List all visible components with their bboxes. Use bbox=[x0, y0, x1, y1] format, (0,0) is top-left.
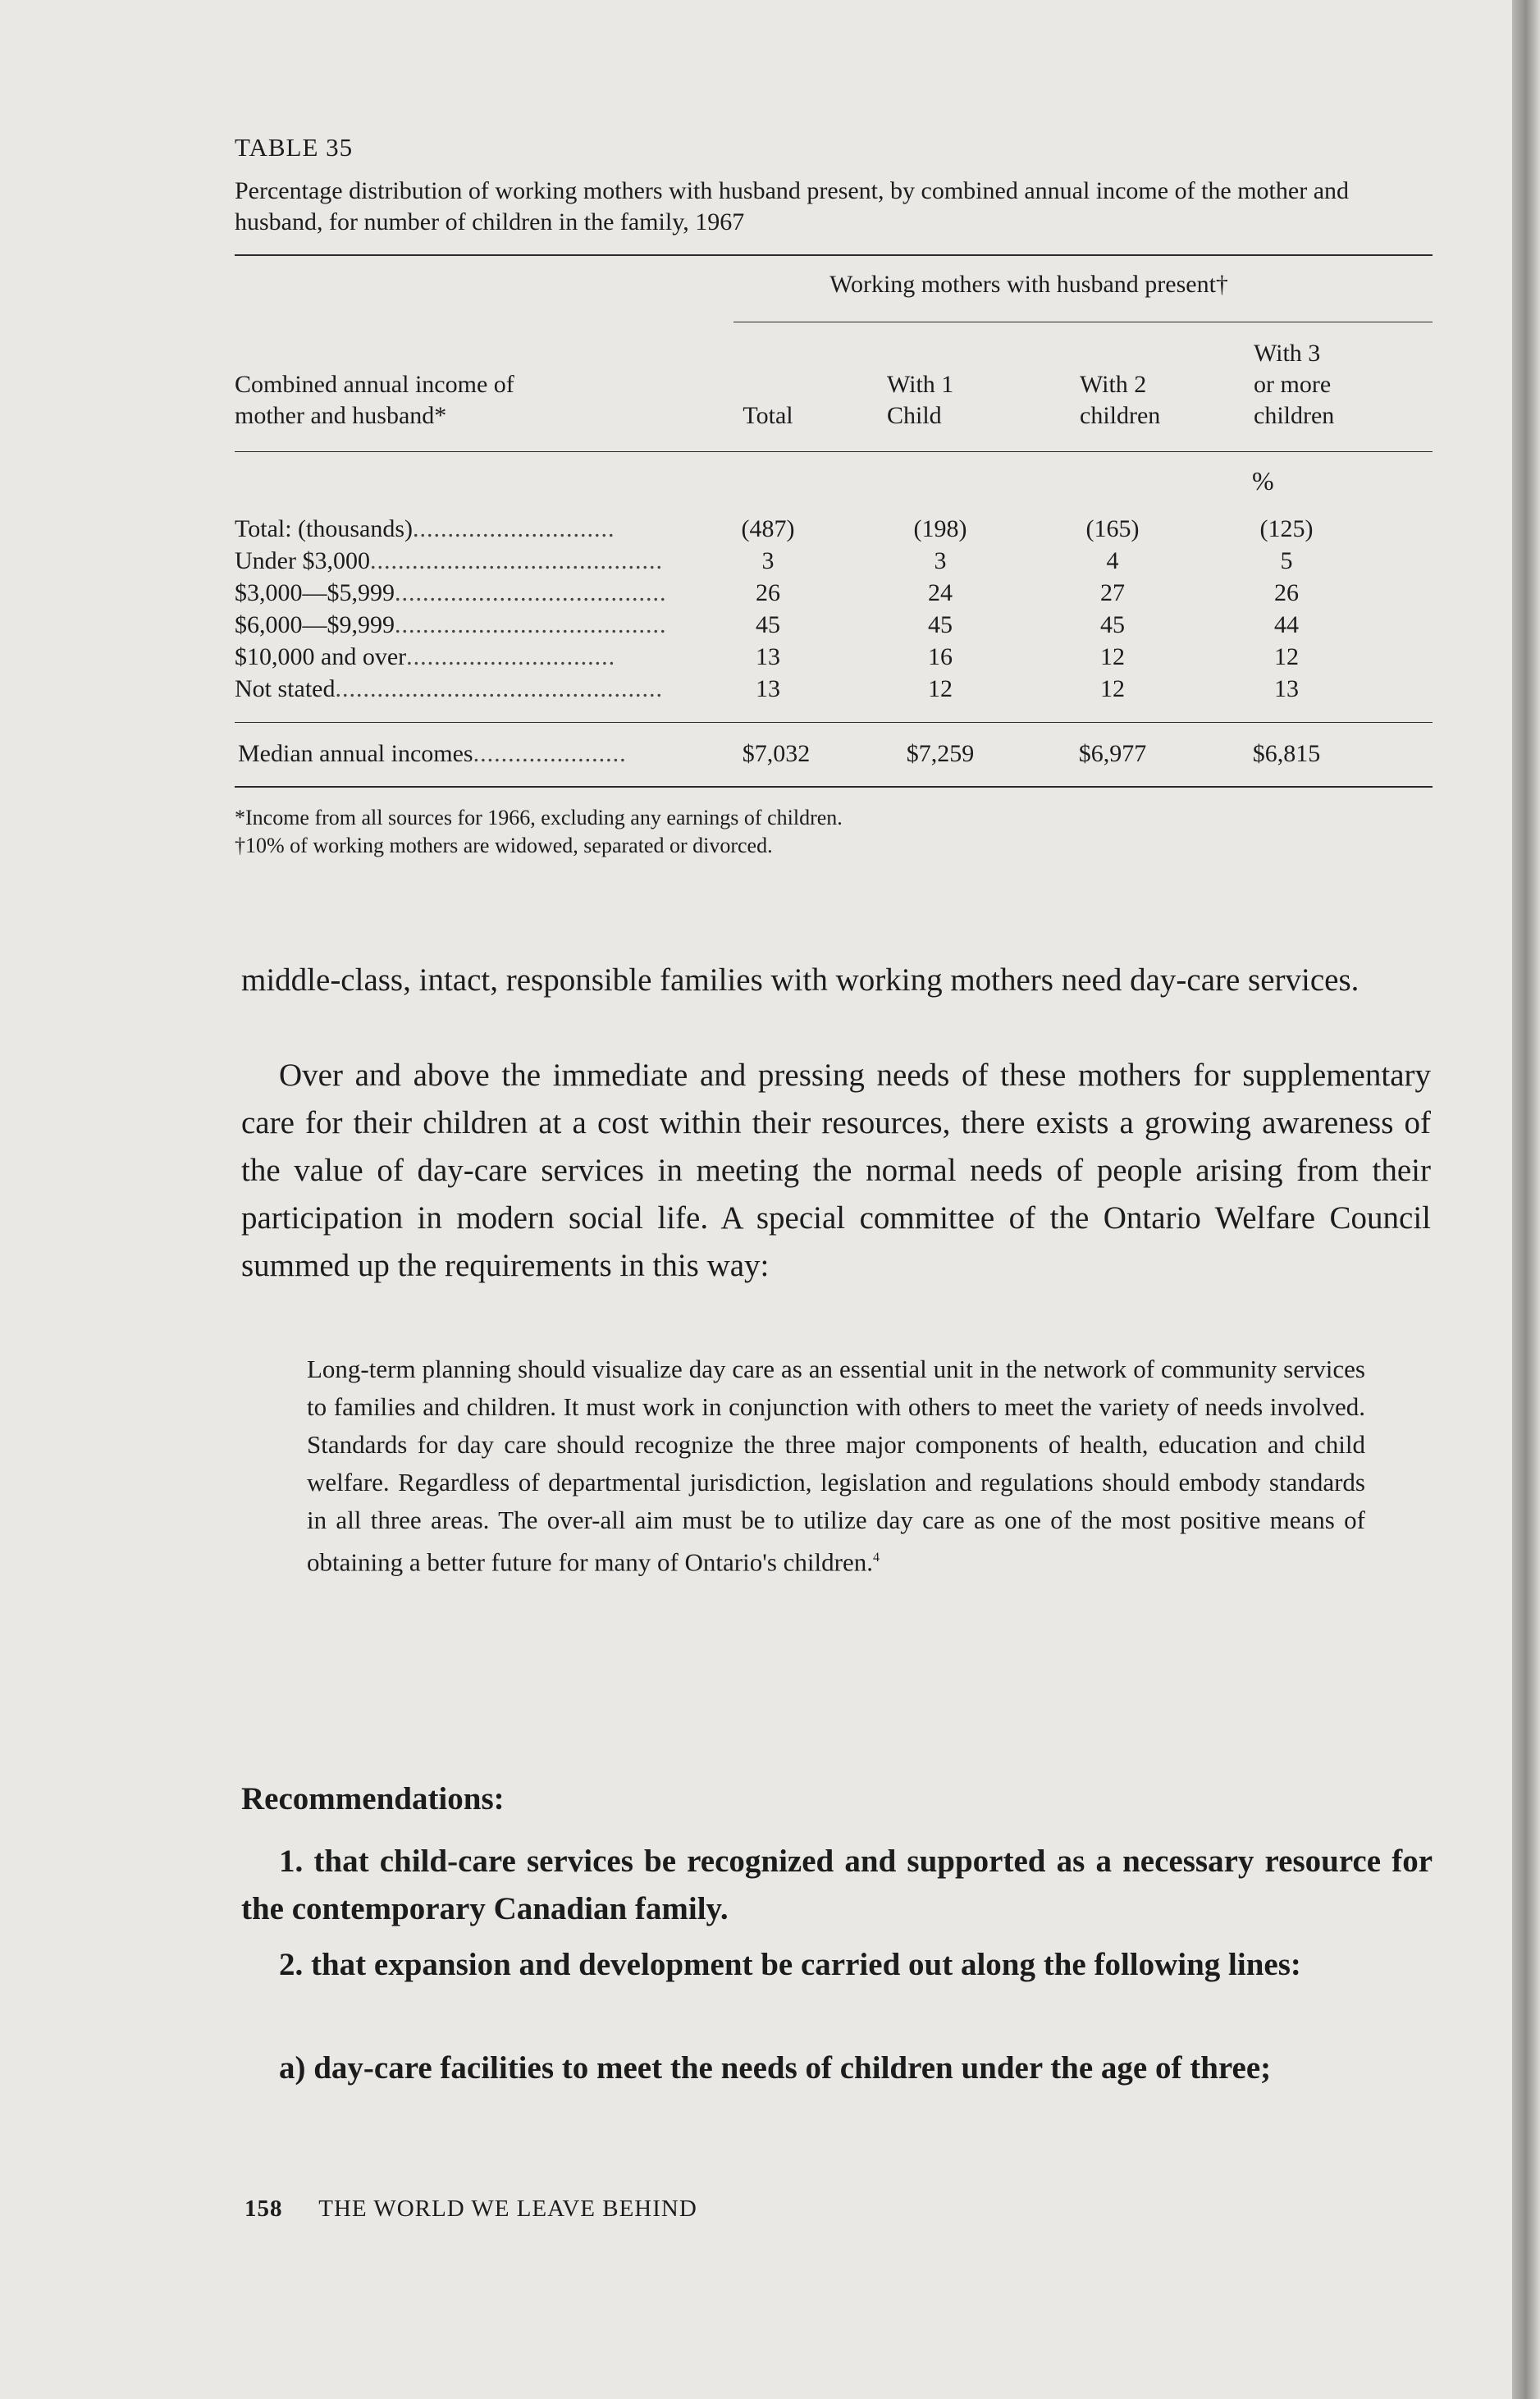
table-label: TABLE 35 bbox=[235, 133, 354, 162]
table-cell: 13 bbox=[756, 643, 780, 670]
table-cell: 5 bbox=[1280, 547, 1293, 574]
table-cell: 45 bbox=[756, 611, 780, 638]
block-quote: Long-term planning should visualize day care as an essential unit in the network of community services to families and children. It must work in conjunction with others to meet the variety of needs involved. Standards for day care should recognize the three major components of health, education and child welfare. Regardless of departmental jurisdiction, legislation and regulations should embody standards in all three areas. The over-all aim must be to utilize day care as one of the most positive means of obtaining a better future for many of Ontario's children.$^4$ bbox=[307, 1355, 1365, 1577]
table-bottom-rule bbox=[235, 786, 1433, 788]
table-footnote: †10% of working mothers are widowed, separated or divorced. bbox=[235, 834, 773, 857]
page-footer bbox=[244, 2196, 697, 2223]
body-paragraph: Over and above the immediate and pressing needs of these mothers for supplementary care for their children at a cost within their resources, there exists a growing awareness of the value of day-care services in meeting the normal needs of people arising from their participation in modern social life. A special committee of the Ontario Welfare Council summed up the requirements in this way: bbox=[241, 1058, 1431, 1283]
table-footnote: *Income from all sources for 1966, excluding any earnings of children. bbox=[235, 806, 843, 829]
table-cell: (487) bbox=[741, 515, 795, 542]
table-cell: 45 bbox=[928, 611, 953, 638]
table-cell: 26 bbox=[1274, 579, 1299, 606]
table-top-rule bbox=[235, 254, 1433, 256]
table-cell: 12 bbox=[1100, 675, 1125, 702]
recommendation-item: a) day-care facilities to meet the needs of children under the age of three; bbox=[279, 2050, 1272, 2086]
table-cell: $6,815 bbox=[1252, 740, 1321, 767]
table-cell: (165) bbox=[1085, 515, 1140, 542]
table-cell: 12 bbox=[1100, 643, 1125, 670]
column-head-with-2: With 2 children bbox=[1080, 371, 1161, 429]
column-head-with-1: With 1 Child bbox=[887, 371, 954, 429]
table-cell: 12 bbox=[1274, 643, 1299, 670]
table-cell: 44 bbox=[1274, 611, 1299, 638]
table-cell: 12 bbox=[928, 675, 953, 702]
column-head-total: Total bbox=[743, 402, 793, 429]
running-title: THE WORLD WE LEAVE BEHIND bbox=[318, 2196, 697, 2222]
row-label: $3,000—$5,999 bbox=[235, 579, 395, 606]
table-caption: Percentage distribution of working mothers with husband present, by combined annual income of the mother and husband, for number of children in the family, 1967 bbox=[235, 177, 1350, 235]
table-cell: $7,032 bbox=[742, 740, 811, 767]
column-head-with-3-or-more: With 3 or more children bbox=[1254, 340, 1335, 429]
row-label: Median annual incomes bbox=[238, 740, 473, 767]
recommendation-item: 2. that expansion and development be carried out along the following lines: bbox=[279, 1947, 1301, 1982]
table-cell: $7,259 bbox=[906, 740, 975, 767]
body-paragraph: middle-class, intact, responsible families with working mothers need day-care services. bbox=[241, 962, 1359, 998]
row-label: $6,000—$9,999 bbox=[235, 611, 395, 638]
table-cell: (198) bbox=[913, 515, 967, 542]
table-cell: 45 bbox=[1100, 611, 1125, 638]
page-binding-edge bbox=[1512, 0, 1540, 2399]
table-cell: 13 bbox=[1274, 675, 1299, 702]
table-cell: 3 bbox=[934, 547, 947, 574]
table-median-rule bbox=[235, 722, 1433, 723]
table-cell: 26 bbox=[756, 579, 780, 606]
table-cell: 16 bbox=[928, 643, 953, 670]
table-cell: 24 bbox=[928, 579, 953, 606]
table-head-rule bbox=[235, 451, 1433, 452]
row-label: Under $3,000 bbox=[235, 547, 370, 574]
row-label: $10,000 and over bbox=[235, 643, 407, 670]
recommendations-heading: Recommendations: bbox=[241, 1781, 505, 1816]
footnote-reference: 4 bbox=[872, 1551, 880, 1565]
page-number: 158 bbox=[244, 2196, 283, 2222]
table-cell: 4 bbox=[1106, 547, 1119, 574]
table-cell: 13 bbox=[756, 675, 780, 702]
table-group-head: Working mothers with husband present† bbox=[829, 271, 1228, 298]
percent-unit: % bbox=[1252, 466, 1274, 496]
table-cell: (125) bbox=[1259, 515, 1314, 542]
table-stub-head: Combined annual income of mother and husband* bbox=[235, 371, 514, 429]
row-label: Not stated bbox=[235, 675, 336, 702]
table-cell: 3 bbox=[761, 547, 775, 574]
table-cell: $6,977 bbox=[1078, 740, 1147, 767]
table-cell: 27 bbox=[1100, 579, 1125, 606]
recommendation-item: 1. that child-care services be recognized and supported as a necessary resource for the contemporary Canadian family. bbox=[241, 1844, 1433, 1926]
row-label: Total: (thousands) bbox=[235, 515, 414, 542]
